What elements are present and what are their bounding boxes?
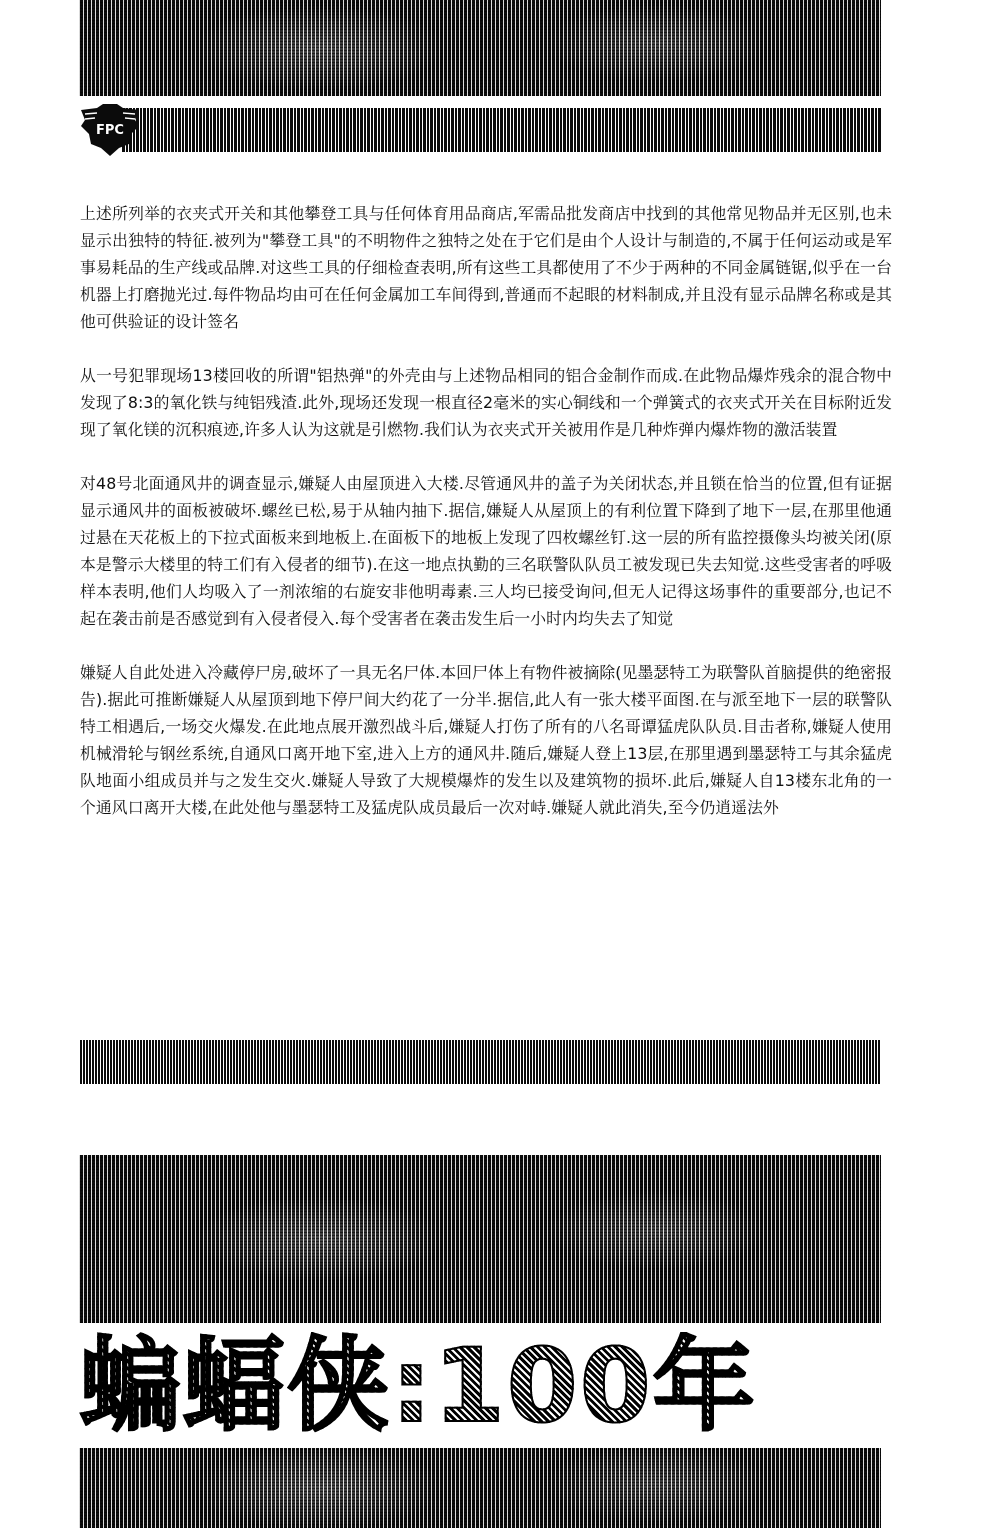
fpc-eagle-logo [79,104,141,156]
paragraph-3: 对48号北面通风井的调查显示,嫌疑人由屋顶进入大楼.尽管通风井的盖子为关闭状态,并且锁在恰当的位置,但有证据显示通风井的面板被破坏.螺丝已松,易于从轴内抽下.据信,嫌疑人从屋顶上的有利位置下降到了地下一层,在那里他通过悬在天花板上的下拉式面板来到地板上.在面板下的地板上发现了四枚螺丝钉.这一层的所有监控摄像头均被关闭(原本是警示大楼里的特工们有入侵者的细节).在这一地点执勤的三名联警队队员工被发现已失去知觉.这些受害者的呼吸样本表明,他们人均吸入了一剂浓缩的右旋安非他明毒素.三人均已接受询问,但无人记得这场事件的重要部分,也记不起在袭击前是否感觉到有入侵者侵入.每个受害者在袭击发生后一小时内均失去了知觉 [80,474,892,628]
header-barcode-strip [121,108,881,152]
book-title-text: 蝙蝠侠:100年 [79,1332,757,1442]
paragraph-1: 上述所列举的衣夹式开关和其他攀登工具与任何体育用品商店,军需品批发商店中找到的其他常见物品并无区别,也未显示出独特的特征.被列为"攀登工具"的不明物件之独特之处在于它们是由个人设计与制造的,不属于任何运动或是军事易耗品的生产线或品牌.对这些工具的仔细检查表明,所有这些工具都使用了不少于两种的不同金属链锯,似乎在一台机器上打磨抛光过.每件物品均由可在任何金属加工车间得到,普通而不起眼的材料制成,并且没有显示品牌名称或是其他可供验证的设计签名 [80,204,892,331]
document-body [80,200,892,848]
book-title [79,1332,889,1442]
paragraph-2: 从一号犯罪现场13楼回收的所谓"铝热弹"的外壳由与上述物品相同的铝合金制作而成.在此物品爆炸残余的混合物中发现了8:3的氧化铁与纯铝残渣.此外,现场还发现一根直径2毫米的实心铜线和一个弹簧式的衣夹式开关在目标附近发现了氧化镁的沉积痕迹,许多人认为这就是引燃物.我们认为衣夹式开关被用作是几种炸弹内爆炸物的激活装置 [80,366,892,439]
paragraph-4: 嫌疑人自此处进入冷藏停尸房,破坏了一具无名尸体.本回尸体上有物件被摘除(见墨瑟特工为联警队首脑提供的绝密报告).据此可推断嫌疑人从屋顶到地下停尸间大约花了一分半.据信,此人有一张大楼平面图.在与派至地下一层的联警队特工相遇后,一场交火爆发.在此地点展开激烈战斗后,嫌疑人打伤了所有的八名哥谭猛虎队队员.目击者称,嫌疑人使用机械滑轮与钢丝系统,自通风口离开地下室,进入上方的通风井.随后,嫌疑人登上13层,在那里遇到墨瑟特工与其余猛虎队地面小组成员并与之发生交火.嫌疑人导致了大规模爆炸的发生以及建筑物的损坏.此后,嫌疑人自13楼东北角的一个通风口离开大楼,在此处他与墨瑟特工及猛虎队成员最后一次对峙.嫌疑人就此消失,至今仍逍遥法外 [80,663,892,817]
lower-halftone-band [79,1155,881,1323]
mid-barcode-band [79,1040,881,1084]
top-halftone-band [79,0,881,96]
bottom-halftone-band [79,1448,881,1528]
logo-text: FPC [96,123,124,138]
